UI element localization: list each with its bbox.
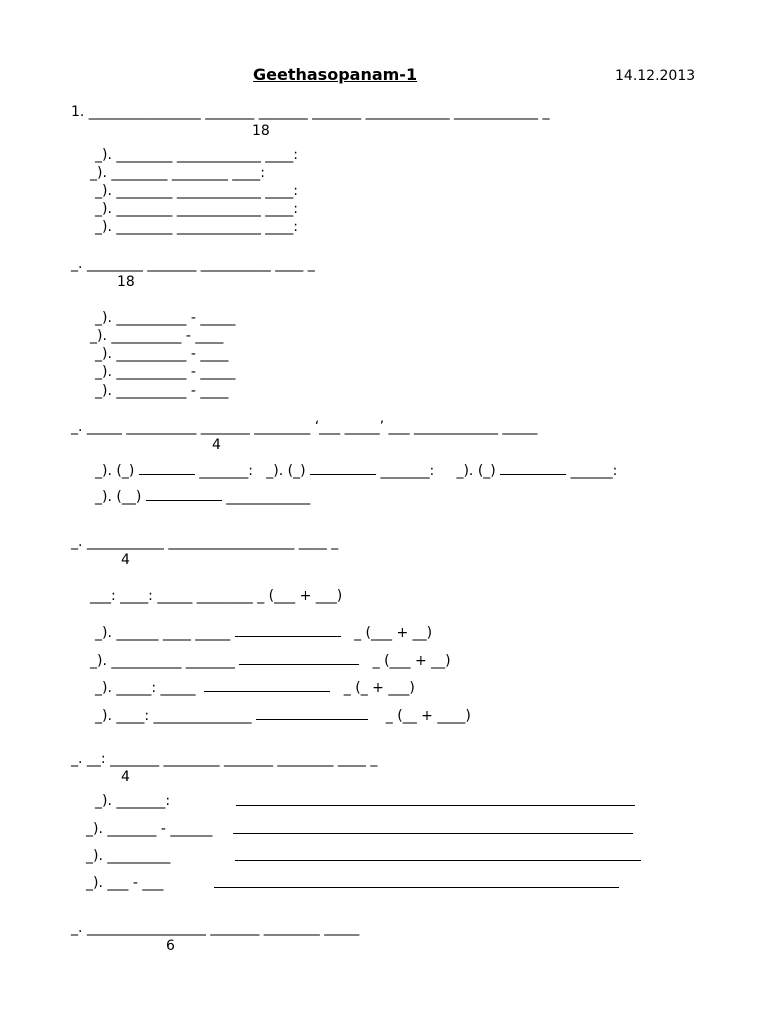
q2-item-2: _). __________ - ____ — [90, 328, 224, 344]
q4-item-1-pre: _). ______ ____ _____ — [95, 625, 235, 641]
q4-item-4-post: _ (__ + ____) — [385, 708, 471, 724]
q4-blank-3[interactable] — [204, 678, 330, 692]
q4-blank-4[interactable] — [256, 706, 368, 720]
q4-example: ___: ____: _____ ________ _ (___ + ___) — [90, 588, 343, 604]
q4-blank-2[interactable] — [239, 651, 359, 665]
q3-item-2-pre: _). (_) — [266, 463, 311, 479]
q1-item-4: _). ________ ____________ ____: — [95, 201, 298, 217]
question-3-text: _. _____ __________ _______ ________ ‘___ _____’ ___ ____________ _____ — [71, 419, 538, 435]
q4-item-4 — [95, 706, 471, 725]
page-title: Geethasopanam-1 — [253, 65, 418, 84]
q3-item-4-post: ____________ — [221, 489, 311, 505]
q3-blank-1[interactable] — [139, 461, 195, 475]
q4-item-2-pre: _). __________ _______ — [90, 653, 240, 669]
q5-item-1: _). _______: — [95, 793, 171, 809]
q5-item-2: _). _______ - ______ — [86, 821, 213, 837]
q1-item-5: _). ________ ____________ ____: — [95, 219, 298, 235]
q4-blank-1[interactable] — [235, 623, 341, 637]
q5-blank-2[interactable] — [233, 820, 633, 834]
question-6-text: _. _________________ _______ ________ _____ — [71, 920, 360, 936]
q4-item-1-post: _ (___ + __) — [354, 625, 433, 641]
q3-blank-3[interactable] — [500, 461, 566, 475]
q2-item-4: _). __________ - _____ — [95, 364, 236, 380]
question-4-text: _. ___________ __________________ ____ _ — [71, 534, 339, 550]
q5-item-4: _). ___ - ___ — [86, 875, 164, 891]
q3-blank-2[interactable] — [310, 461, 376, 475]
q4-item-4-pre: _). ____: ______________ — [95, 708, 256, 724]
question-5-marks: 4 — [121, 769, 130, 785]
q1-item-1: _). ________ ____________ ____: — [95, 147, 298, 163]
q3-item-3-pre: _). (_) — [456, 463, 501, 479]
q4-item-2-post: _ (___ + __) — [372, 653, 451, 669]
q4-item-2 — [90, 651, 451, 670]
q3-item-2-post: _______: — [376, 463, 435, 479]
question-5-text: _. __: _______ ________ _______ ________ ____ _ — [71, 751, 378, 767]
q3-item-3-post: ______: — [566, 463, 618, 479]
q1-item-2: _). ________ ________ ____: — [90, 165, 265, 181]
q2-item-1: _). __________ - _____ — [95, 310, 236, 326]
q4-item-3-pre: _). _____: _____ — [95, 680, 200, 696]
question-1-text: 1. ________________ _______ _______ _______ ____________ ____________ _ — [71, 104, 550, 120]
q5-blank-4[interactable] — [214, 874, 619, 888]
date-label: 14.12.2013 — [615, 68, 696, 84]
q3-item-1-pre: _). (_) — [95, 463, 139, 479]
question-6-marks: 6 — [166, 938, 175, 954]
q4-item-1 — [95, 623, 432, 642]
question-3-marks: 4 — [212, 437, 221, 453]
question-1-marks: 18 — [252, 123, 270, 139]
q4-item-3 — [95, 678, 415, 697]
q5-item-3: _). _________ — [86, 848, 171, 864]
question-2-marks: 18 — [117, 274, 135, 290]
q4-item-3-post: _ (_ + ___) — [343, 680, 415, 696]
q3-item-4-pre: _). (__) — [95, 489, 146, 505]
q2-item-3: _). __________ - ____ — [95, 346, 229, 362]
q3-blank-4[interactable] — [146, 487, 222, 501]
q3-item-1-post: _______: — [194, 463, 253, 479]
q5-blank-3[interactable] — [235, 847, 641, 861]
question-4-marks: 4 — [121, 552, 130, 568]
q3-line-1 — [95, 461, 617, 480]
q1-item-3: _). ________ ____________ ____: — [95, 183, 298, 199]
q5-blank-1[interactable] — [236, 792, 635, 806]
q3-line-2 — [95, 487, 310, 506]
question-2-text: _. ________ _______ __________ ____ _ — [71, 256, 315, 272]
q2-item-5: _). __________ - ____ — [95, 383, 229, 399]
